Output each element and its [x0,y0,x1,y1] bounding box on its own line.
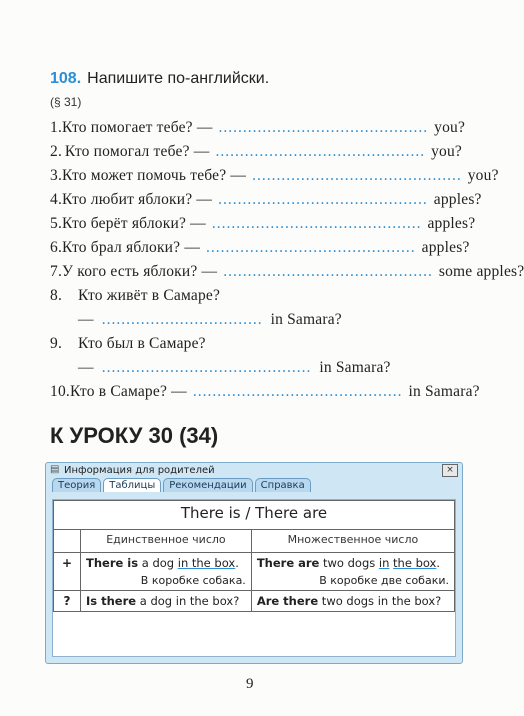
item-number: 6. [50,239,63,256]
answer-blank[interactable]: ........................................... [211,215,422,232]
underlined-phrase: the box [393,556,437,570]
list-item [50,188,482,212]
bold-phrase: There are [256,556,320,570]
punctuation: . [436,556,441,570]
underlined-phrase: in [378,556,390,570]
item-question: Кто живёт в Самаре? [78,287,221,304]
book-icon: ▤ [50,464,60,475]
tab-tables[interactable]: Таблицы [103,478,161,492]
answer-blank[interactable]: ........................................... [218,119,429,136]
list-item [50,164,499,188]
item-question: У кого есть яблоки? — [62,263,218,280]
question-symbol: ? [54,591,81,612]
exercise-instruction: Напишите по-английски. [87,70,270,87]
dash: — [78,359,94,376]
table-area [52,499,456,657]
translation: В коробке собака. [140,574,246,587]
item-ending: apples? [427,215,476,232]
list-item-continuation [50,356,462,380]
item-ending: you? [434,119,466,136]
answer-blank[interactable]: ........................................... [215,143,426,160]
list-item [50,380,480,404]
tab-bar [46,477,462,492]
punctuation: . [235,556,239,570]
item-question: Кто берёт яблоки? — [62,215,206,232]
item-question: Кто брал яблоки? — [62,239,201,256]
answer-blank[interactable]: ........................................... [101,359,312,376]
list-item [50,140,462,164]
item-number: 8. [50,287,63,304]
item-number: 4. [50,191,63,208]
item-ending: apples? [421,239,470,256]
exercise-number: 108. [50,70,82,87]
item-number: 5. [50,215,63,232]
item-question: Кто помогает тебе? — [62,119,213,136]
cell-singular-question [81,591,252,612]
item-ending: apples? [433,191,482,208]
list-item [50,284,462,308]
list-item [50,332,462,356]
affirmative-symbol: + [54,553,81,591]
column-header-plural: Множественное число [251,530,454,553]
tab-reference[interactable]: Справка [255,478,311,492]
item-question: Кто помогал тебе? — [64,143,210,160]
dash: — [78,311,94,328]
answer-blank[interactable]: ........................................... [218,191,428,208]
answer-blank[interactable]: ........................................... [192,383,403,400]
item-question: Кто в Самаре? — [69,383,187,400]
cell-plural-affirmative [251,553,454,591]
item-number: 1. [50,119,63,136]
item-number: 2. [50,143,63,160]
bold-phrase: Are there [256,594,319,608]
item-number: 7. [50,263,63,280]
item-question: Кто любит яблоки? — [62,191,213,208]
phrase-text: two dogs [319,556,379,570]
window-titlebar [46,463,462,477]
list-item [50,236,470,260]
item-ending: in Samara? [270,311,342,328]
list-item-continuation [50,308,462,332]
tab-theory[interactable]: Теория [52,478,101,492]
tab-recommendations[interactable]: Рекомендации [163,478,252,492]
cell-singular-affirmative [81,553,252,591]
page-number: 9 [246,676,254,692]
table-row [54,591,455,612]
close-button[interactable]: × [442,464,458,477]
column-header-singular: Единственное число [81,530,252,553]
item-ending: in Samara? [408,383,480,400]
answer-blank[interactable]: ................................. [101,311,263,328]
table-row [54,553,455,591]
list-item [50,116,466,140]
answer-blank[interactable]: ........................................... [206,239,416,256]
answer-blank[interactable]: ........................................... [252,167,462,184]
cell-plural-question [251,591,454,612]
translation: В коробке две собаки. [319,574,449,587]
item-ending: some apples? [438,263,524,280]
bold-phrase: Is there [86,594,137,608]
list-item [50,212,476,236]
bold-phrase: There is [86,556,139,570]
window-title: Информация для родителей [64,464,215,476]
item-ending: you? [467,167,499,184]
item-number: 3. [50,167,63,184]
table-heading: There is / There are [54,501,455,530]
phrase-text: a dog in the box? [136,594,240,608]
exercise-reference: (§ 31) [50,95,82,109]
phrase-text: a dog [138,556,178,570]
task-list [50,116,524,404]
item-ending: in Samara? [319,359,391,376]
item-question: Кто может помочь тебе? — [62,167,247,184]
lesson-title: К УРОКУ 30 (34) [50,423,219,448]
empty-cell [54,530,81,553]
parents-info-window [45,462,463,664]
item-number: 10. [50,383,70,400]
underlined-phrase: in the box [177,556,236,570]
exercise-heading [50,70,269,88]
item-ending: you? [431,143,462,160]
item-question: Кто был в Самаре? [78,335,206,352]
grammar-table [53,500,455,612]
answer-blank[interactable]: ........................................... [223,263,433,280]
phrase-text: two dogs in the box? [318,594,442,608]
item-number: 9. [50,335,63,352]
list-item [50,260,524,284]
